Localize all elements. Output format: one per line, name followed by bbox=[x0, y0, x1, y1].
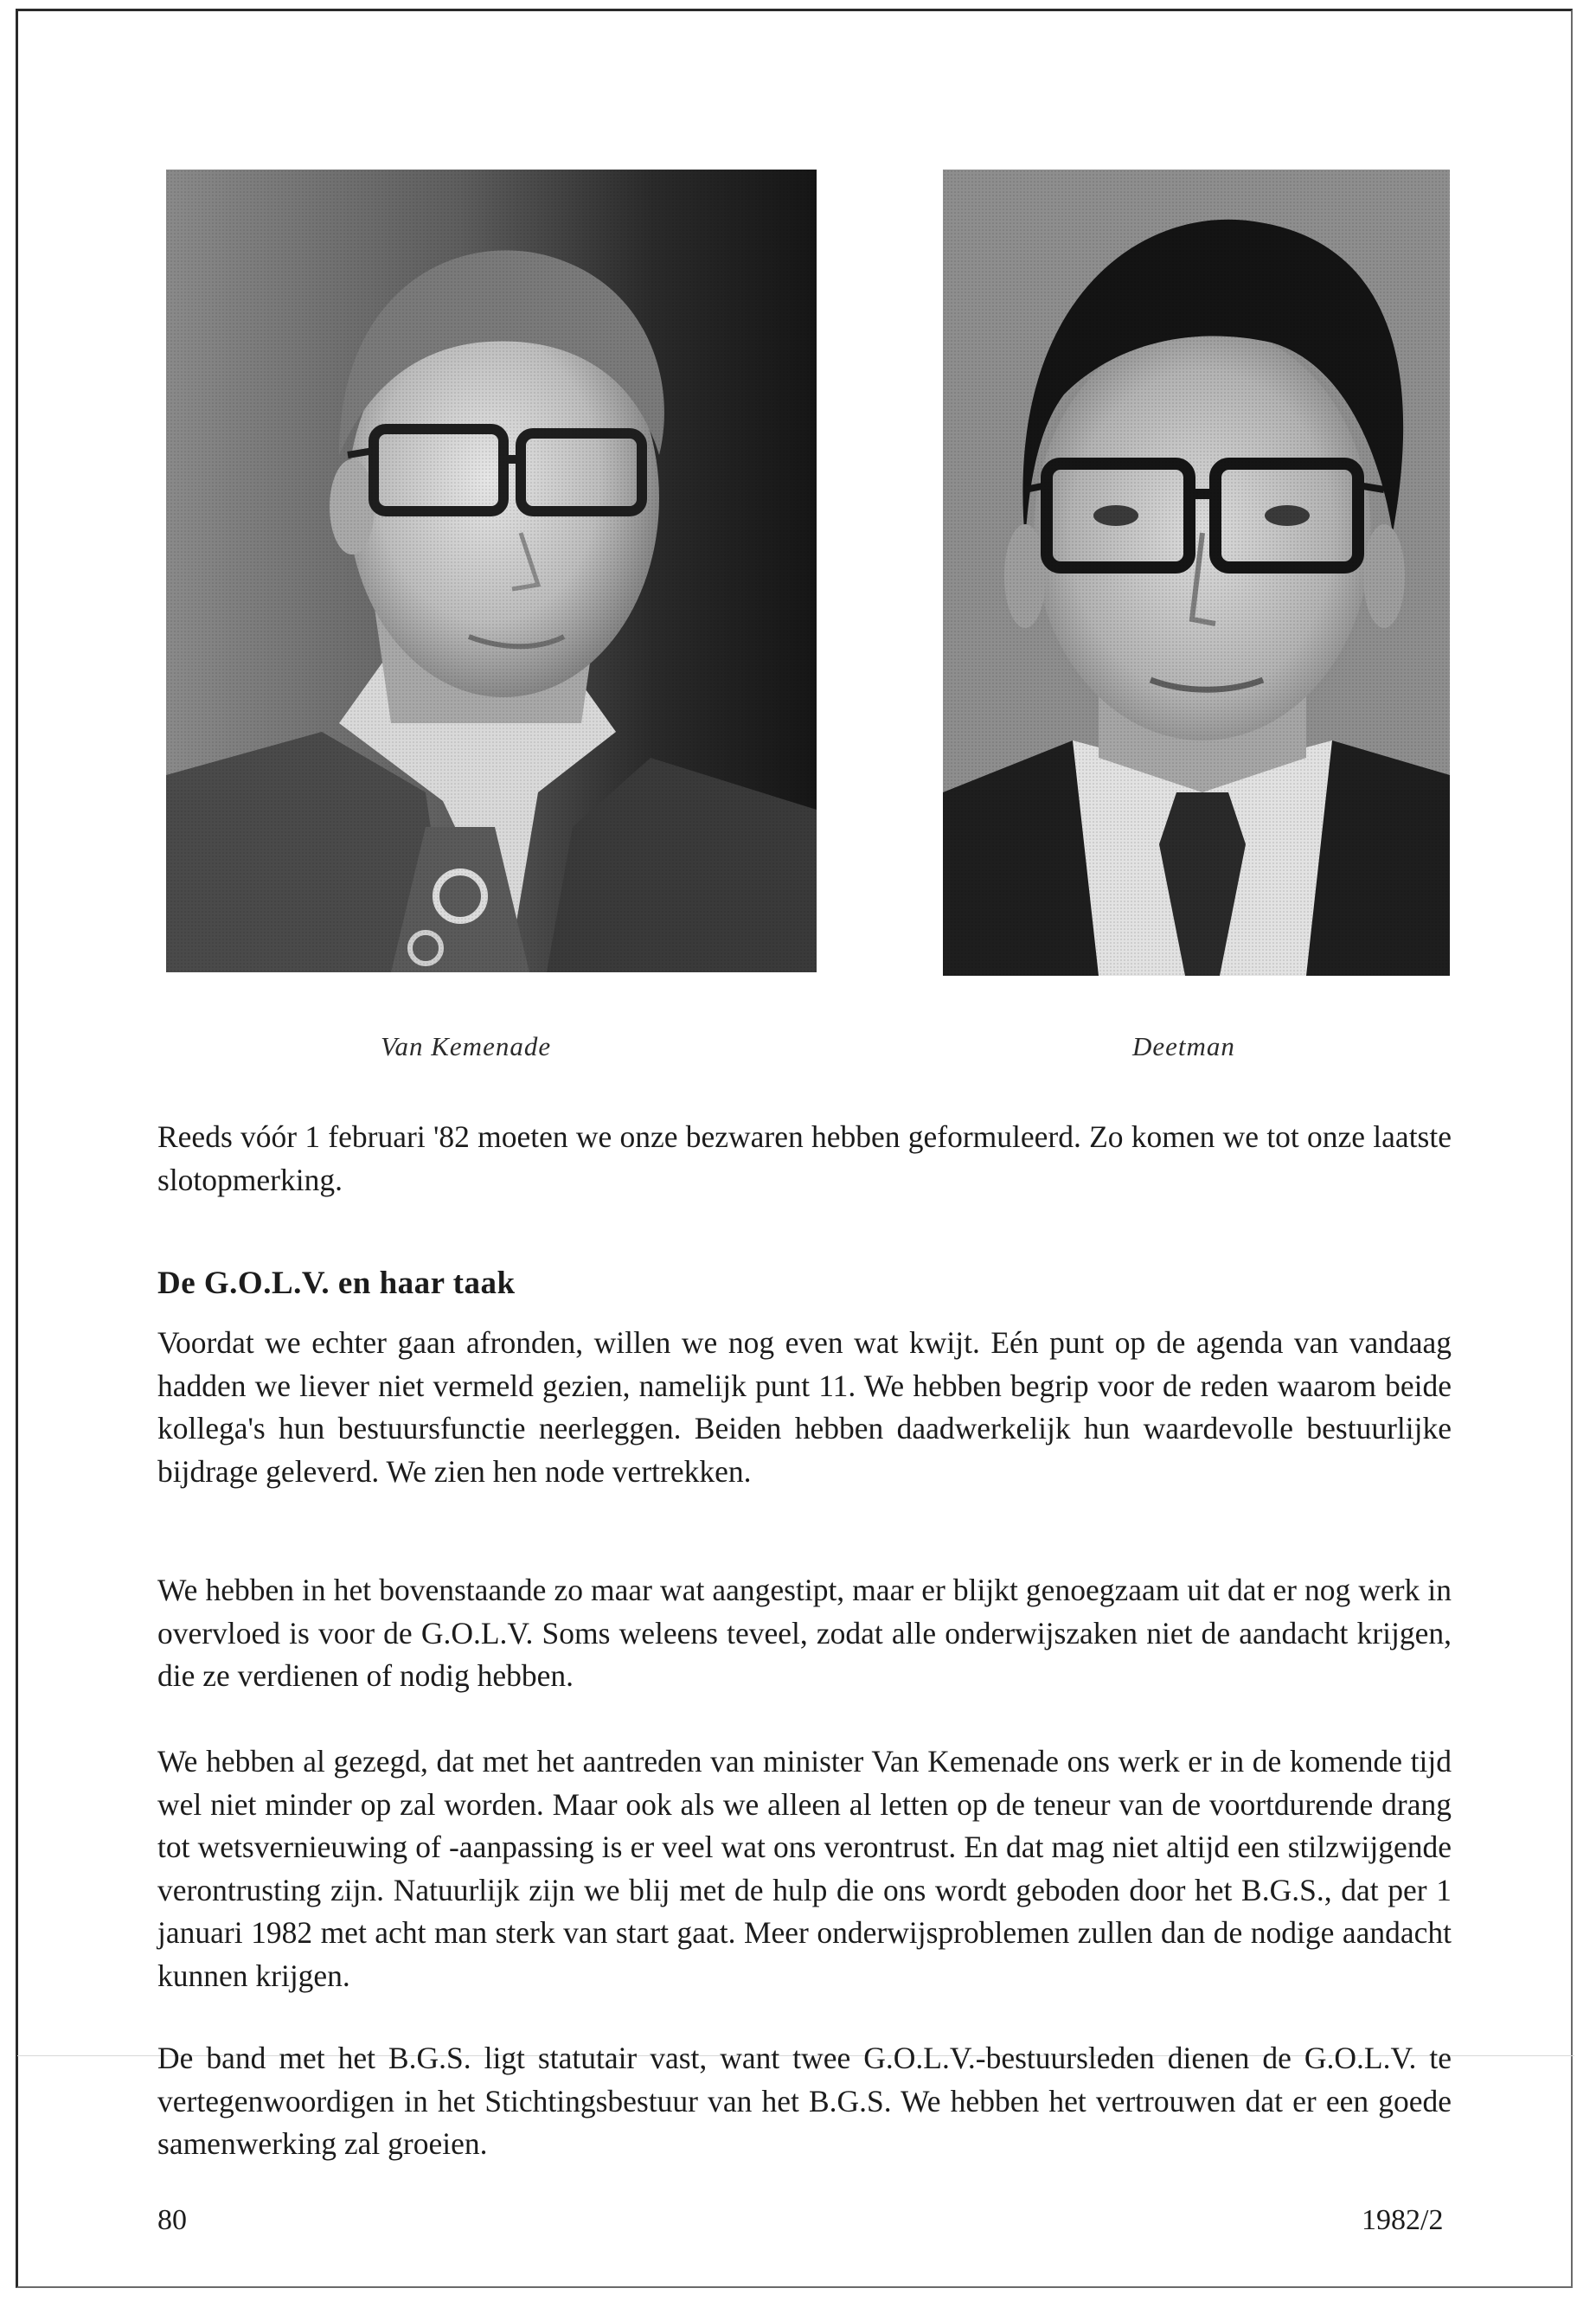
intro-paragraph: Reeds vóór 1 februari '82 moeten we onze bezwaren hebben geformuleerd. Zo komen we tot onze laatste slotopmerking. bbox=[157, 1119, 1452, 1197]
body-paragraph: De band met het B.G.S. ligt statutair vast, want twee G.O.L.V.-bestuursleden dienen de G.O.L.V. te vertegenwoordigen in het Stichtingsbestuur van het B.G.S. We hebben het vertrouwen dat er een goede samenwerking zal groeien. bbox=[157, 2041, 1452, 2161]
page-number: 80 bbox=[157, 2204, 187, 2236]
body-paragraph: Voordat we echter gaan afronden, willen we nog even wat kwijt. Eén punt op de agenda van vandaag hadden we liever niet vermeld gezien, namelijk punt 11. We hebben begrip voor de reden waarom beide kollega's hun bestuursfunctie neerleggen. Beiden hebben daadwerkelijk hun waardevolle bestuurlijke bijdrage geleverd. We zien hen node vertrekken. bbox=[157, 1325, 1452, 1489]
portrait-photo-van-kemenade bbox=[166, 170, 817, 972]
body-paragraph: We hebben al gezegd, dat met het aantreden van minister Van Kemenade ons werk er in de komende tijd wel niet minder op zal worden. Maar ook als we alleen al letten op de teneur van de voortdurende drang tot wetsvernieuwing of -aanpassing is er veel wat ons verontrust. En dat mag niet altijd een stilzwijgende verontrusting zijn. Natuurlijk zijn we blij met de hulp die ons wordt geboden door het B.G.S., dat per 1 januari 1982 met acht man sterk van start gaat. Meer onderwijsproblemen zullen dan de nodige aandacht kunnen krijgen. bbox=[157, 1744, 1452, 1993]
photo-caption-left: Van Kemenade bbox=[381, 1031, 552, 1061]
body-paragraph: We hebben in het bovenstaande zo maar wat aangestipt, maar er blijkt genoegzaam uit dat er nog werk in overvloed is voor de G.O.L.V. Soms weleens teveel, zodat alle onderwijszaken niet de aandacht krijgen, die ze verdienen of nodig hebben. bbox=[157, 1573, 1452, 1693]
section-heading: De G.O.L.V. en haar taak bbox=[157, 1266, 516, 1301]
portrait-photo-deetman bbox=[943, 170, 1450, 976]
photo-caption-right: Deetman bbox=[1132, 1031, 1235, 1061]
issue-label: 1982/2 bbox=[1362, 2204, 1444, 2236]
